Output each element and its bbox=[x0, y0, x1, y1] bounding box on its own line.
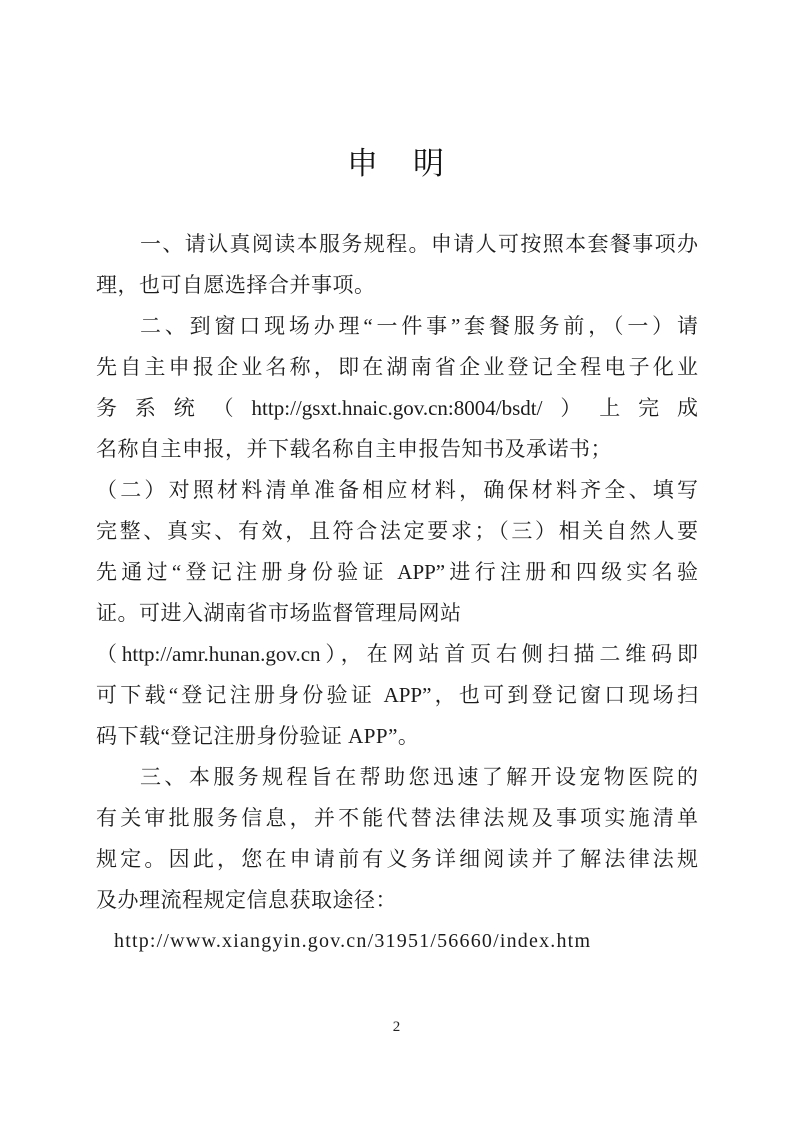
text-line: 证。可进入湖南省市场监督管理局网站 bbox=[96, 601, 462, 625]
document-url-text: http://www.xiangyin.gov.cn/31951/56660/index.htm bbox=[114, 930, 592, 952]
text-line: 先自主申报企业名称，即在湖南省企业登记全程电子化业 bbox=[96, 355, 698, 379]
text-line: 名称自主申报，并下载名称自主申报告知书及承诺书； bbox=[96, 437, 612, 461]
text-line: 有关审批服务信息，并不能代替法律法规及事项实施清单 bbox=[96, 806, 698, 830]
text-line: 三、本服务规程旨在帮助您迅速了解开设宠物医院的 bbox=[140, 765, 698, 789]
text-line: 规定。因此，您在申请前有义务详细阅读并了解法律法规 bbox=[96, 847, 698, 871]
text-line: （http://amr.hunan.gov.cn），在网站首页右侧扫描二维码即 bbox=[96, 642, 698, 666]
page-title: 申 明 bbox=[347, 146, 446, 181]
text-line: 一、请认真阅读本服务规程。申请人可按照本套餐事项办 bbox=[140, 232, 698, 256]
text-line: 务系统（http://gsxt.hnaic.gov.cn:8004/bsdt/）上完成 bbox=[96, 396, 698, 420]
text-line: 二、到窗口现场办理“一件事”套餐服务前，（一）请 bbox=[140, 314, 698, 338]
text-line: 理，也可自愿选择合并事项。 bbox=[96, 273, 376, 297]
document-body bbox=[96, 224, 698, 962]
text-line: 先通过“登记注册身份验证 APP”进行注册和四级实名验 bbox=[96, 560, 698, 584]
text-line: 及办理流程规定信息获取途径： bbox=[96, 888, 397, 912]
text-line: （二）对照材料清单准备相应材料，确保材料齐全、填写 bbox=[96, 478, 698, 502]
text-line: 可下载“登记注册身份验证 APP”，也可到登记窗口现场扫 bbox=[96, 683, 698, 707]
page-number: 2 bbox=[392, 1019, 401, 1035]
text-line: 完整、真实、有效，且符合法定要求；（三）相关自然人要 bbox=[96, 519, 698, 543]
text-line: 码下载“登记注册身份验证 APP”。 bbox=[96, 724, 420, 748]
